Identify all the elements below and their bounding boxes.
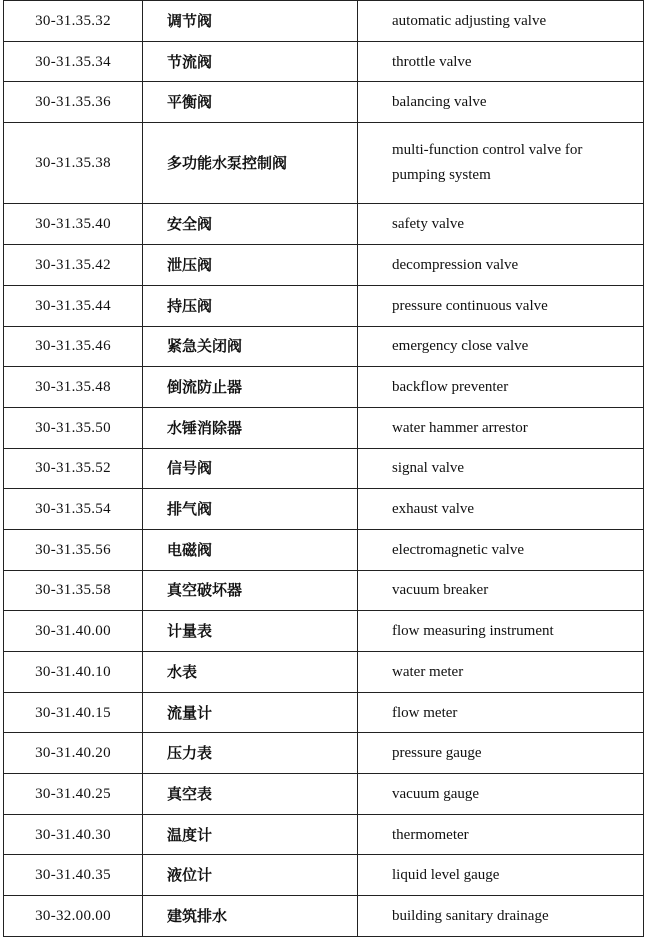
term-english: thermometer — [358, 814, 644, 855]
term-chinese: 紧急关闭阀 — [143, 326, 358, 367]
term-chinese: 真空破坏器 — [143, 570, 358, 611]
term-chinese: 温度计 — [143, 814, 358, 855]
term-english: safety valve — [358, 204, 644, 245]
term-english: water hammer arrestor — [358, 407, 644, 448]
table-row — [4, 814, 644, 855]
term-code: 30-31.35.54 — [4, 489, 143, 530]
term-english: balancing valve — [358, 82, 644, 123]
term-code: 30-31.40.35 — [4, 855, 143, 896]
term-english: flow measuring instrument — [358, 611, 644, 652]
term-chinese: 计量表 — [143, 611, 358, 652]
term-english: electromagnetic valve — [358, 529, 644, 570]
term-chinese: 倒流防止器 — [143, 367, 358, 408]
term-code: 30-31.35.32 — [4, 1, 143, 42]
table-row — [4, 123, 644, 204]
table-row — [4, 692, 644, 733]
table-row — [4, 448, 644, 489]
table-row — [4, 774, 644, 815]
term-english: building sanitary drainage — [358, 896, 644, 937]
term-code: 30-31.40.20 — [4, 733, 143, 774]
table-row — [4, 204, 644, 245]
term-chinese: 水表 — [143, 652, 358, 693]
term-english: vacuum breaker — [358, 570, 644, 611]
term-chinese: 持压阀 — [143, 285, 358, 326]
term-code: 30-31.35.50 — [4, 407, 143, 448]
table-row — [4, 407, 644, 448]
term-chinese: 建筑排水 — [143, 896, 358, 937]
term-english: throttle valve — [358, 41, 644, 82]
term-english: pressure continuous valve — [358, 285, 644, 326]
term-chinese: 电磁阀 — [143, 529, 358, 570]
term-code: 30-31.35.42 — [4, 245, 143, 286]
table-row — [4, 326, 644, 367]
table-row — [4, 489, 644, 530]
term-english: emergency close valve — [358, 326, 644, 367]
term-english: flow meter — [358, 692, 644, 733]
term-chinese: 排气阀 — [143, 489, 358, 530]
table-row — [4, 285, 644, 326]
term-chinese: 液位计 — [143, 855, 358, 896]
term-english: water meter — [358, 652, 644, 693]
term-code: 30-31.35.44 — [4, 285, 143, 326]
term-code: 30-31.35.34 — [4, 41, 143, 82]
term-code: 30-31.40.00 — [4, 611, 143, 652]
term-code: 30-31.35.52 — [4, 448, 143, 489]
term-code: 30-31.35.58 — [4, 570, 143, 611]
term-code: 30-31.35.46 — [4, 326, 143, 367]
term-code: 30-31.35.48 — [4, 367, 143, 408]
term-english: vacuum gauge — [358, 774, 644, 815]
term-code: 30-31.40.10 — [4, 652, 143, 693]
term-code: 30-31.35.38 — [4, 123, 143, 204]
term-code: 30-31.35.56 — [4, 529, 143, 570]
term-english: multi-function control valve for pumping system — [358, 123, 644, 204]
term-chinese: 多功能水泵控制阀 — [143, 123, 358, 204]
table-row — [4, 570, 644, 611]
term-chinese: 节流阀 — [143, 41, 358, 82]
term-code: 30-31.40.25 — [4, 774, 143, 815]
term-chinese: 泄压阀 — [143, 245, 358, 286]
terminology-table — [3, 0, 644, 937]
term-english: liquid level gauge — [358, 855, 644, 896]
term-chinese: 调节阀 — [143, 1, 358, 42]
term-english: signal valve — [358, 448, 644, 489]
term-chinese: 压力表 — [143, 733, 358, 774]
term-chinese: 信号阀 — [143, 448, 358, 489]
term-chinese: 安全阀 — [143, 204, 358, 245]
table-row — [4, 529, 644, 570]
table-row — [4, 1, 644, 42]
table-row — [4, 855, 644, 896]
term-english: automatic adjusting valve — [358, 1, 644, 42]
term-code: 30-31.40.15 — [4, 692, 143, 733]
term-chinese: 流量计 — [143, 692, 358, 733]
table-row — [4, 82, 644, 123]
term-code: 30-31.35.36 — [4, 82, 143, 123]
term-chinese: 水锤消除器 — [143, 407, 358, 448]
table-row — [4, 245, 644, 286]
table-row — [4, 367, 644, 408]
term-code: 30-31.35.40 — [4, 204, 143, 245]
table-row — [4, 733, 644, 774]
term-code: 30-31.40.30 — [4, 814, 143, 855]
term-english: exhaust valve — [358, 489, 644, 530]
table-row — [4, 41, 644, 82]
term-english: pressure gauge — [358, 733, 644, 774]
term-english: decompression valve — [358, 245, 644, 286]
table-row — [4, 896, 644, 937]
term-chinese: 平衡阀 — [143, 82, 358, 123]
term-code: 30-32.00.00 — [4, 896, 143, 937]
table-row — [4, 652, 644, 693]
table-row — [4, 611, 644, 652]
term-english: backflow preventer — [358, 367, 644, 408]
term-chinese: 真空表 — [143, 774, 358, 815]
